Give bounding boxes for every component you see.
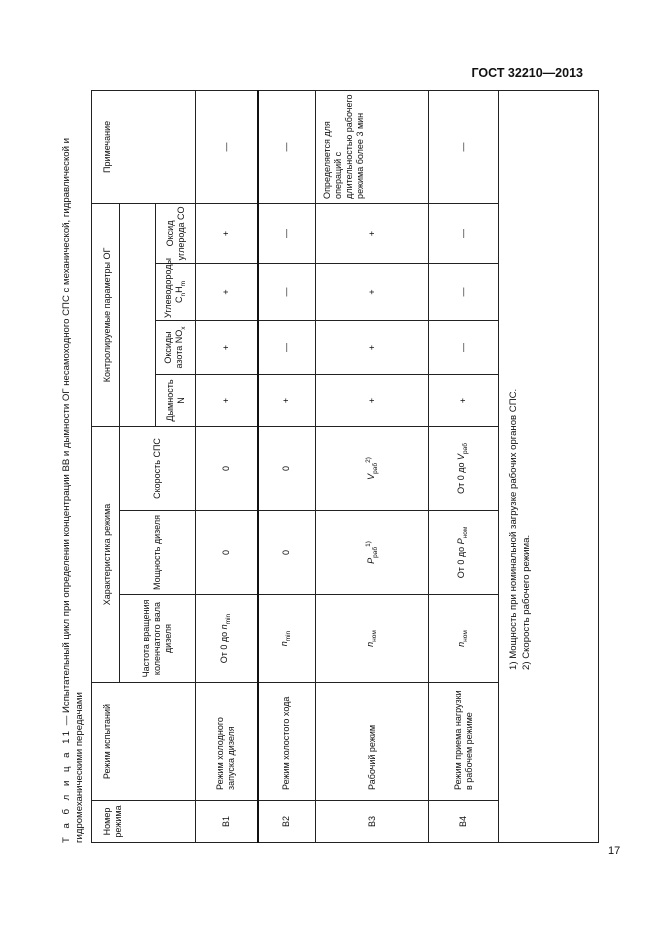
col-header-controlled-params: Контролируемые параметры ОГ	[92, 203, 120, 426]
row-smoke: +	[258, 374, 316, 426]
row-diesel-power: $P_{раб}^{1)}$	[316, 511, 429, 595]
row-sps-speed: 0	[196, 426, 258, 510]
row-nox: +	[196, 320, 258, 374]
rotated-table-block	[60, 83, 590, 843]
row-crankshaft-speed: $n_{ном}$	[429, 595, 499, 683]
footnotes	[508, 93, 533, 670]
col-header-hydrocarbons: Углеводороды $C_nH_m$	[156, 263, 196, 320]
row-note: —	[196, 90, 258, 203]
row-hydrocarbons: +	[316, 263, 429, 320]
caption-label: Т а б л и ц а 11	[61, 727, 72, 843]
table-row	[316, 90, 429, 842]
col-header-note: Примечание	[92, 90, 196, 203]
footnote-2: 2) Скорость рабочего режима.	[521, 534, 532, 670]
test-cycle-table	[91, 90, 599, 843]
col-header-test-mode: Режим испытаний	[92, 683, 196, 801]
table-caption	[60, 83, 86, 843]
footnote-1: 1) Мощность при номинальной загрузке рабочих органов СПС.	[508, 388, 519, 670]
table-row	[429, 90, 499, 842]
row-crankshaft-speed: От 0 до $n_{min}$	[196, 595, 258, 683]
row-note: —	[429, 90, 499, 203]
footnotes-row	[499, 90, 599, 842]
row-sps-speed: 0	[258, 426, 316, 510]
col-header-sps-speed: Скорость СПС	[120, 426, 196, 510]
row-co: —	[429, 203, 499, 263]
row-hydrocarbons: —	[429, 263, 499, 320]
row-mode-number: В2	[258, 801, 316, 843]
table-row	[258, 90, 316, 842]
page-number: 17	[608, 845, 621, 857]
row-nox: —	[429, 320, 499, 374]
row-crankshaft-speed: $n_{min}$	[258, 595, 316, 683]
row-co: +	[196, 203, 258, 263]
row-test-mode: Рабочий режим	[316, 683, 429, 801]
col-header-co: Оксид углерода CO	[156, 203, 196, 263]
row-smoke: +	[316, 374, 429, 426]
caption-text: — Испытательный цикл при определении концентрации ВВ и дымности ОГ несамоходного СПС с механической, гидравлической и гидромеханическими передачами	[61, 138, 85, 843]
row-sps-speed: $V_{раб}^{2)}$	[316, 426, 429, 510]
table-row	[196, 90, 258, 842]
row-sps-speed: От 0 до $V_{раб}$	[429, 426, 499, 510]
footnotes-cell	[499, 90, 599, 842]
col-header-diesel-power: Мощность дизеля	[120, 511, 196, 595]
row-test-mode: Режим приема нагрузки в рабочем режиме	[429, 683, 499, 801]
row-co: —	[258, 203, 316, 263]
row-note: Определяется для операций с длительностью рабочего режима более 3 мин	[316, 90, 429, 203]
row-note: —	[258, 90, 316, 203]
col-header-crankshaft-speed: Частота вращения коленчатого вала дизеля	[120, 595, 196, 683]
col-header-smoke: Дымность N	[156, 374, 196, 426]
row-test-mode: Режим холостого хода	[258, 683, 316, 801]
row-mode-number: В3	[316, 801, 429, 843]
row-mode-number: В1	[196, 801, 258, 843]
row-nox: +	[316, 320, 429, 374]
row-diesel-power: 0	[196, 511, 258, 595]
row-mode-number: В4	[429, 801, 499, 843]
row-hydrocarbons: +	[196, 263, 258, 320]
row-crankshaft-speed: $n_{ном}$	[316, 595, 429, 683]
controlled-params-spacer	[120, 203, 156, 426]
row-nox: —	[258, 320, 316, 374]
row-diesel-power: От 0 до $P_{ном}$	[429, 511, 499, 595]
row-smoke: +	[196, 374, 258, 426]
col-header-nox: Оксиды азота $NO_x$	[156, 320, 196, 374]
row-diesel-power: 0	[258, 511, 316, 595]
row-smoke: +	[429, 374, 499, 426]
row-co: +	[316, 203, 429, 263]
row-hydrocarbons: —	[258, 263, 316, 320]
col-header-mode-characteristics: Характеристика режима	[92, 426, 120, 682]
col-header-mode-number: Номер режима	[92, 801, 196, 843]
standard-header: ГОСТ 32210—2013	[471, 66, 583, 80]
row-test-mode: Режим холодного запуска дизеля	[196, 683, 258, 801]
